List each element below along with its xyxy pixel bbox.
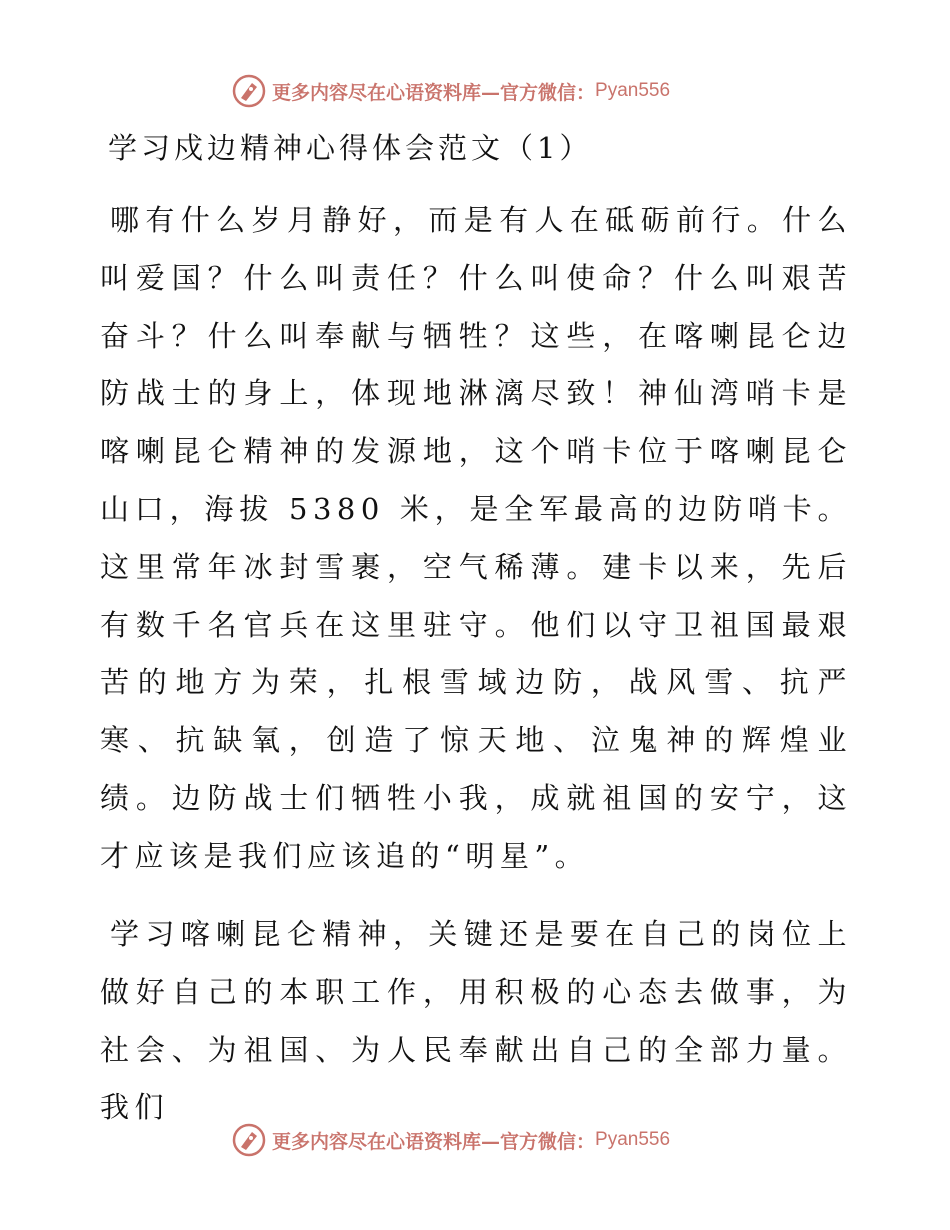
- watermark-banner-bottom: [232, 1122, 732, 1158]
- pen-nib-logo-icon: [232, 1123, 266, 1157]
- paragraph-1: 哪有什么岁月静好，而是有人在砥砺前行。什么叫爱国？什么叫责任？什么叫使命？什么叫艰苦奋斗？什么叫奉献与牺牲？这些，在喀喇昆仑边防战士的身上，体现地淋漓尽致！神仙湾哨卡是喀喇昆仑精神的发源地，这个哨卡位于喀喇昆仑山口，海拔 5380 米，是全军最高的边防哨卡。这里常年冰封雪裹，空气稀薄。建卡以来，先后有数千名官兵在这里驻守。他们以守卫祖国最艰苦的地方为荣，扎根雪域边防，战风雪、抗严寒、抗缺氧，创造了惊天地、泣鬼神的辉煌业绩。边防战士们牺牲小我，成就祖国的安宁，这才应该是我们应该追的“明星”。: [100, 203, 852, 873]
- watermark-brand-text: 更多内容尽在心语资料库—官方微信：: [272, 1130, 596, 1153]
- document-title: 学习戍边精神心得体会范文（1）: [108, 131, 593, 165]
- pen-nib-logo-icon: [232, 74, 266, 108]
- watermark-brand-text: 更多内容尽在心语资料库—官方微信：: [272, 81, 596, 104]
- paragraph-2: 学习喀喇昆仑精神，关键还是要在自己的岗位上做好自己的本职工作，用积极的心态去做事，为社会、为祖国、为人民奉献出自己的全部力量。我们: [100, 917, 852, 1125]
- watermark-wechat-id: Pyan556: [595, 80, 671, 101]
- watermark-banner-top: [232, 73, 732, 109]
- watermark-wechat-id: Pyan556: [595, 1129, 671, 1150]
